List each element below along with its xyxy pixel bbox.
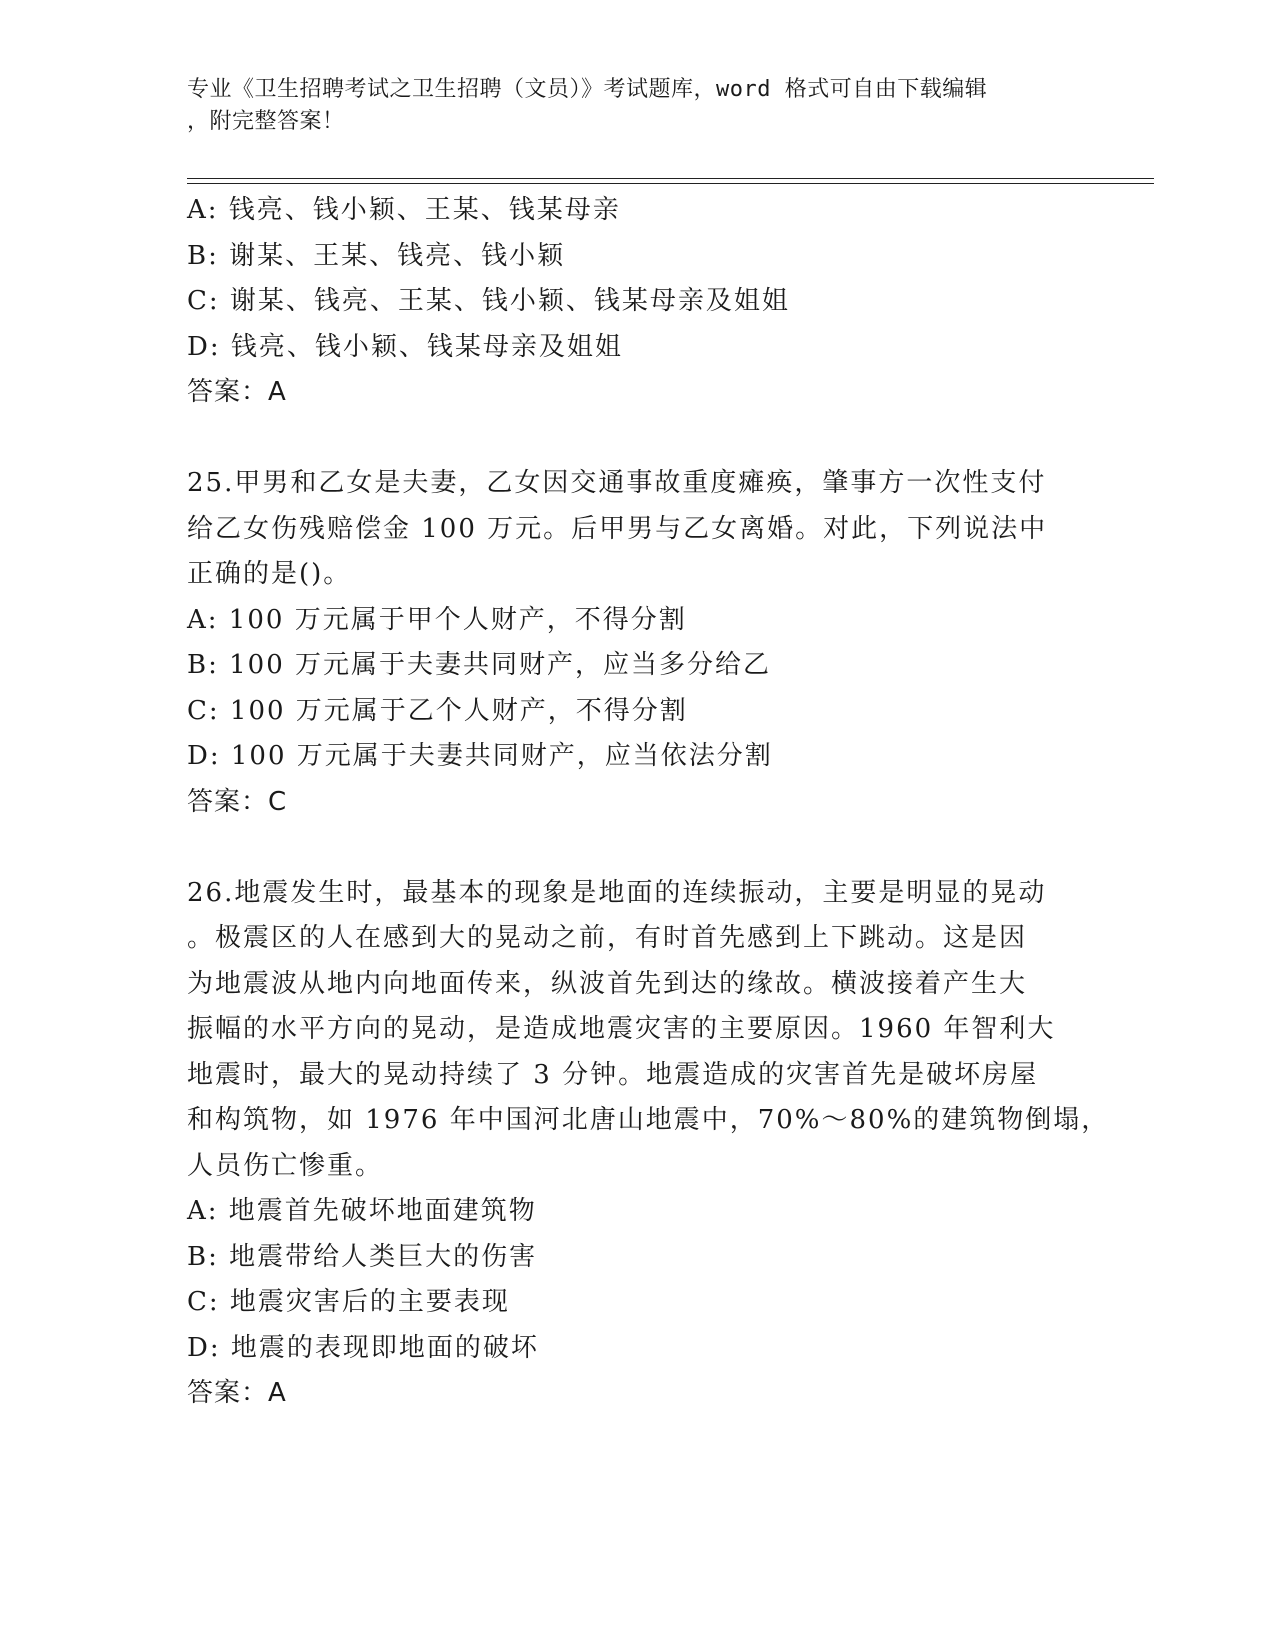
option-c: C: 地震灾害后的主要表现 bbox=[187, 1287, 510, 1317]
question-24-block bbox=[187, 188, 1087, 416]
answer-label: 答案：A bbox=[187, 1378, 287, 1408]
answer-label: 答案：C bbox=[187, 786, 288, 817]
question-stem-line: 正确的是()。 bbox=[187, 559, 352, 589]
question-stem-line: 人员伤亡惨重。 bbox=[187, 1150, 384, 1181]
question-stem-line: 。极震区的人在感到大的晃动之前，有时首先感到上下跳动。这是因 bbox=[187, 923, 1028, 953]
header-divider-bottom bbox=[187, 183, 1154, 184]
question-stem-line: 给乙女伤残赔偿金 100 万元。后甲男与乙女离婚。对此，下列说法中 bbox=[187, 513, 1048, 544]
option-d: D: 钱亮、钱小颖、钱某母亲及姐姐 bbox=[187, 331, 623, 362]
question-list bbox=[187, 188, 1110, 1417]
option-c: C: 100 万元属于乙个人财产，不得分割 bbox=[187, 695, 688, 726]
answer-label: 答案：A bbox=[187, 377, 287, 407]
question-stem-line: 振幅的水平方向的晃动，是造成地震灾害的主要原因。1960 年智利大 bbox=[187, 1014, 1056, 1044]
question-stem-line: 和构筑物，如 1976 年中国河北唐山地震中，70%～80%的建筑物倒塌， bbox=[187, 1105, 1110, 1135]
option-d: D: 地震的表现即地面的破坏 bbox=[187, 1332, 539, 1363]
option-a: A: 地震首先破坏地面建筑物 bbox=[187, 1196, 537, 1226]
option-a: A: 100 万元属于甲个人财产，不得分割 bbox=[187, 604, 687, 635]
question-stem-line: 25.甲男和乙女是夫妻，乙女因交通事故重度瘫痪，肇事方一次性支付 bbox=[187, 468, 1047, 498]
option-b: B: 100 万元属于夫妻共同财产，应当多分给乙 bbox=[187, 650, 772, 680]
option-d: D: 100 万元属于夫妻共同财产，应当依法分割 bbox=[187, 741, 773, 771]
header-line-1: 专业《卫生招聘考试之卫生招聘（文员）》考试题库，word 格式可自由下载编辑 bbox=[187, 77, 988, 102]
option-c: C: 谢某、钱亮、王某、钱小颖、钱某母亲及姐姐 bbox=[187, 286, 790, 316]
question-spacer bbox=[187, 825, 1087, 871]
question-stem-line: 为地震波从地内向地面传来，纵波首先到达的缘故。横波接着产生大 bbox=[187, 968, 1028, 999]
question-26-block bbox=[187, 871, 1110, 1417]
option-b: B: 地震带给人类巨大的伤害 bbox=[187, 1241, 538, 1272]
option-a: A: 钱亮、钱小颖、王某、钱某母亲 bbox=[187, 195, 621, 225]
question-stem-line: 地震时，最大的晃动持续了 3 分钟。地震造成的灾害首先是破坏房屋 bbox=[187, 1059, 1039, 1090]
document-header bbox=[187, 74, 1067, 138]
question-spacer bbox=[187, 416, 1087, 462]
header-line-2: ，附完整答案！ bbox=[187, 109, 345, 134]
question-25-block bbox=[187, 461, 1087, 825]
option-b: B: 谢某、王某、钱亮、钱小颖 bbox=[187, 240, 566, 271]
header-divider-top bbox=[187, 178, 1154, 179]
question-stem-line: 26.地震发生时，最基本的现象是地面的连续振动，主要是明显的晃动 bbox=[187, 877, 1047, 908]
